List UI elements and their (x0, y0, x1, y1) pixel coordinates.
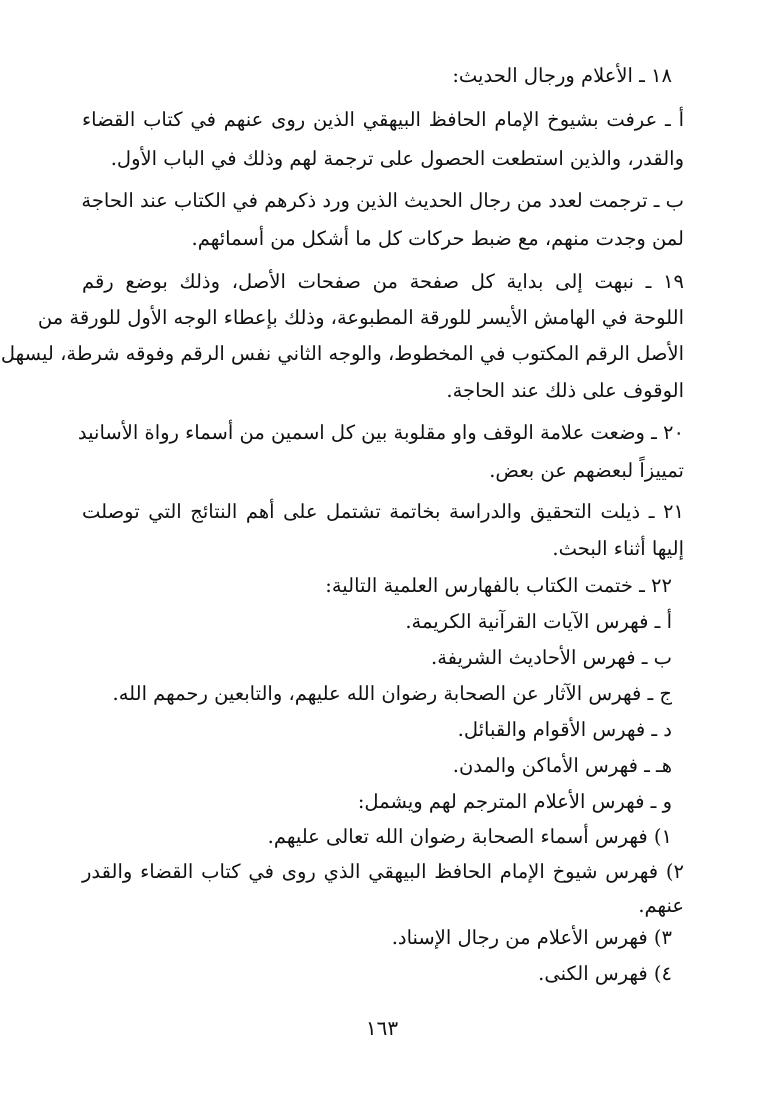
text-line: ٢) فهرس شيوخ الإمام الحافظ البيهقي الذي روى في كتاب القضاء والقدر (82, 860, 684, 883)
text-line: ١٨ ـ الأعلام ورجال الحديث: (452, 64, 672, 87)
text-line: هـ ـ فهرس الأماكن والمدن. (452, 754, 672, 777)
text-line: ١٩ ـ نبهت إلى بداية كل صفحة من صفحات الأصل، وذلك بوضع رقم (82, 270, 684, 293)
text-line: اللوحة في الهامش الأيسر للورقة المطبوعة، وذلك بإعطاء الوجه الأول للورقة من (37, 306, 684, 329)
text-line: ٢٢ ـ ختمت الكتاب بالفهارس العلمية التالية: (325, 574, 672, 597)
text-line: ج ـ فهرس الآثار عن الصحابة رضوان الله عليهم، والتابعين رحمهم الله. (112, 682, 672, 705)
text-line: إليها أثناء البحث. (552, 537, 684, 560)
text-line: و ـ فهرس الأعلام المترجم لهم ويشمل: (357, 790, 672, 813)
text-line: الأصل الرقم المكتوب في المخطوط، والوجه الثاني نفس الرقم وفوقه شرطة، ليسهل (0, 342, 684, 365)
text-line: د ـ فهرس الأقوام والقبائل. (457, 718, 672, 741)
text-line: ب ـ ترجمت لعدد من رجال الحديث الذين ورد ذكرهم في الكتاب عند الحاجة (81, 189, 684, 212)
text-line: ٢١ ـ ذيلت التحقيق والدراسة بخاتمة تشتمل على أهم النتائج التي توصلت (82, 500, 684, 523)
text-line: ب ـ فهرس الأحاديث الشريفة. (431, 646, 672, 669)
text-line: ٣) فهرس الأعلام من رجال الإسناد. (391, 926, 672, 949)
text-line: ١) فهرس أسماء الصحابة رضوان الله تعالى عليهم. (267, 825, 672, 848)
text-line: عنهم. (638, 894, 684, 917)
text-line: والقدر، والذين استطعت الحصول على ترجمة لهم وذلك في الباب الأول. (110, 147, 684, 170)
text-line: أ ـ عرفت بشيوخ الإمام الحافظ البيهقي الذين روى عنهم في كتاب القضاء (82, 108, 684, 131)
text-line: تمييزاً لبعضهم عن بعض. (489, 459, 684, 482)
page-number: ١٦٣ (365, 1016, 399, 1040)
text-line: ٢٠ ـ وضعت علامة الوقف واو مقلوبة بين كل اسمين من أسماء رواة الأسانيد (77, 421, 684, 444)
text-line: أ ـ فهرس الآيات القرآنية الكريمة. (405, 610, 672, 633)
text-line: الوقوف على ذلك عند الحاجة. (446, 379, 684, 402)
text-line: لمن وجدت منهم، مع ضبط حركات كل ما أشكل من أسمائهم. (191, 227, 684, 250)
text-line: ٤) فهرس الكنى. (538, 962, 672, 985)
